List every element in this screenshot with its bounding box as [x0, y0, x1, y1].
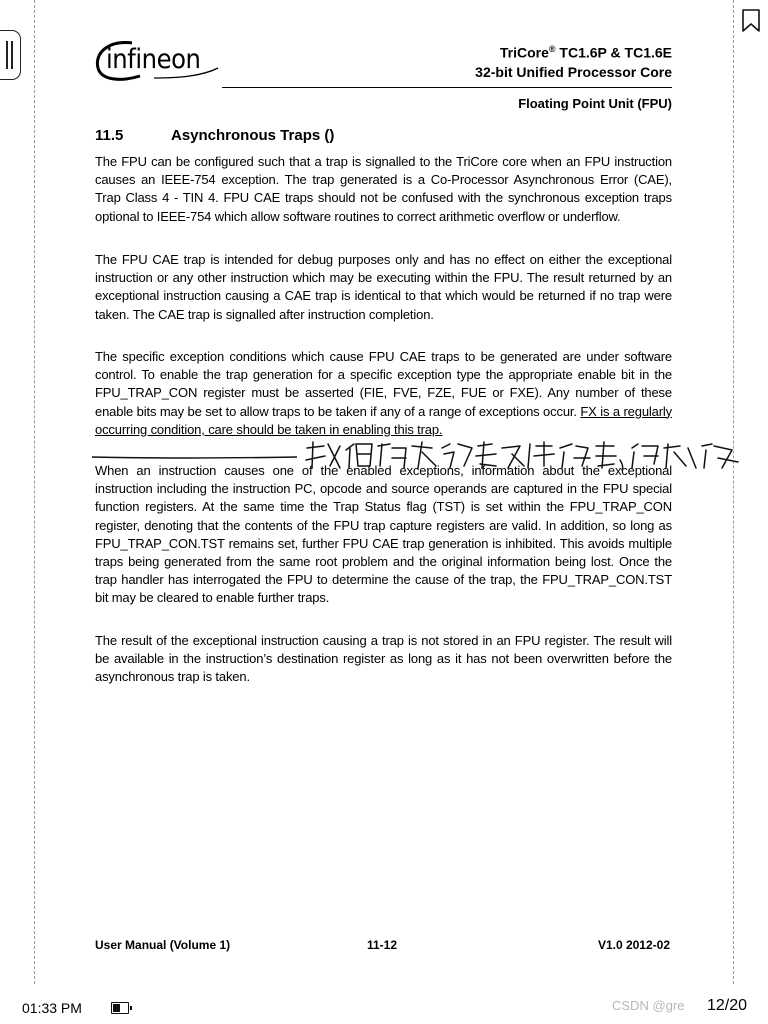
product-variants: TC1.6P & TC1.6E [555, 44, 672, 61]
section-heading [95, 127, 334, 144]
infineon-logo [92, 38, 220, 86]
page-indicator[interactable]: 12/20 [707, 997, 748, 1014]
footer-manual-name: User Manual (Volume 1) [95, 938, 231, 952]
paragraph-5: The result of the exceptional instruction causing a trap is not stored in an FPU register. The result will be available in the instruction’s destination register as long as it has not been overwritten before the asynchronous trap is taken. [95, 633, 672, 685]
paragraph-1: The FPU can be configured such that a trap is signalled to the TriCore core when an FPU instruction causes an IEEE-754 exception. The trap generated is a Co-Processor Asynchronous Error (CAE), Trap Class 4 - TIN 4. FPU CAE traps should not be confused with the synchronous exception traps optional to IEEE-754 which allow software routines to correct arithmetic overflow or underflow. [95, 154, 672, 224]
paragraph-4: When an instruction causes one of the enabled exceptions, information about the exceptional instruction including the instruction PC, opcode and source operands are captured in the FPU special function registers. At the same time the Trap Status flag (TST) is set within the FPU_TRAP_CON register, denoting that the contents of the FPU trap capture registers are valid. In addition, so long as FPU_TRAP_CON.TST remains set, further FPU CAE trap generation is inhibited. This avoids multiple traps being generated from the same root problem and the original information being lost. Once the trap handler has interrogated the FPU to determine the cause of the trap, the FPU_TRAP_CON.TST bit may be cleared to enable further traps. [95, 463, 672, 606]
registered-mark: ® [548, 44, 556, 54]
paragraph-2: The FPU CAE trap is intended for debug purposes only and has no effect on either the exceptional instruction or any other instruction which may be executing within the FPU. The result returned by an exceptional instruction causing a CAE trap is identical to that which would be returned if no trap were taken. The CAE trap is signalled after instruction completion. [95, 252, 672, 322]
document-subtitle: 32-bit Unified Processor Core [475, 64, 672, 80]
paragraph-3 [95, 348, 672, 439]
page-left-edge [34, 0, 35, 984]
handle-grip-line [11, 41, 13, 69]
battery-tip [130, 1006, 132, 1010]
header-divider [222, 87, 672, 88]
clock: 01:33 PM [22, 1000, 82, 1016]
handwritten-annotation [92, 438, 742, 478]
bookmark-icon[interactable] [740, 8, 762, 34]
watermark: CSDN @gre [612, 998, 685, 1013]
footer-page-number: 11-12 [367, 938, 398, 952]
side-panel-handle[interactable] [0, 30, 21, 80]
page-right-edge [733, 0, 734, 984]
battery-icon [111, 1002, 129, 1014]
paragraph-3-text: The specific exception conditions which cause FPU CAE traps to be generated are under software control. To enable the trap generation for a specific exception type the appropriate enable bit in the FPU_TRAP_CON register must be asserted (FIE, FVE, FZE, FUE or FXE). Any number of these enable bits may be set to allow traps to be taken if any of a range of exceptions occur. [95, 349, 672, 419]
footer-version: V1.0 2012-02 [597, 938, 670, 952]
chapter-title: Floating Point Unit (FPU) [518, 96, 672, 111]
logo-wordmark: infineon [106, 44, 201, 75]
underlined-sentence: FX is a regularly occurring condition, care should be taken in enabling this trap. [95, 403, 672, 437]
status-bar [0, 992, 768, 1024]
document-title [500, 44, 672, 61]
section-title: Asynchronous Traps () [171, 127, 335, 144]
handle-grip-line [6, 41, 8, 69]
section-number: 11.5 [95, 127, 124, 144]
battery-level [113, 1004, 120, 1012]
product-name: TriCore [499, 44, 549, 61]
